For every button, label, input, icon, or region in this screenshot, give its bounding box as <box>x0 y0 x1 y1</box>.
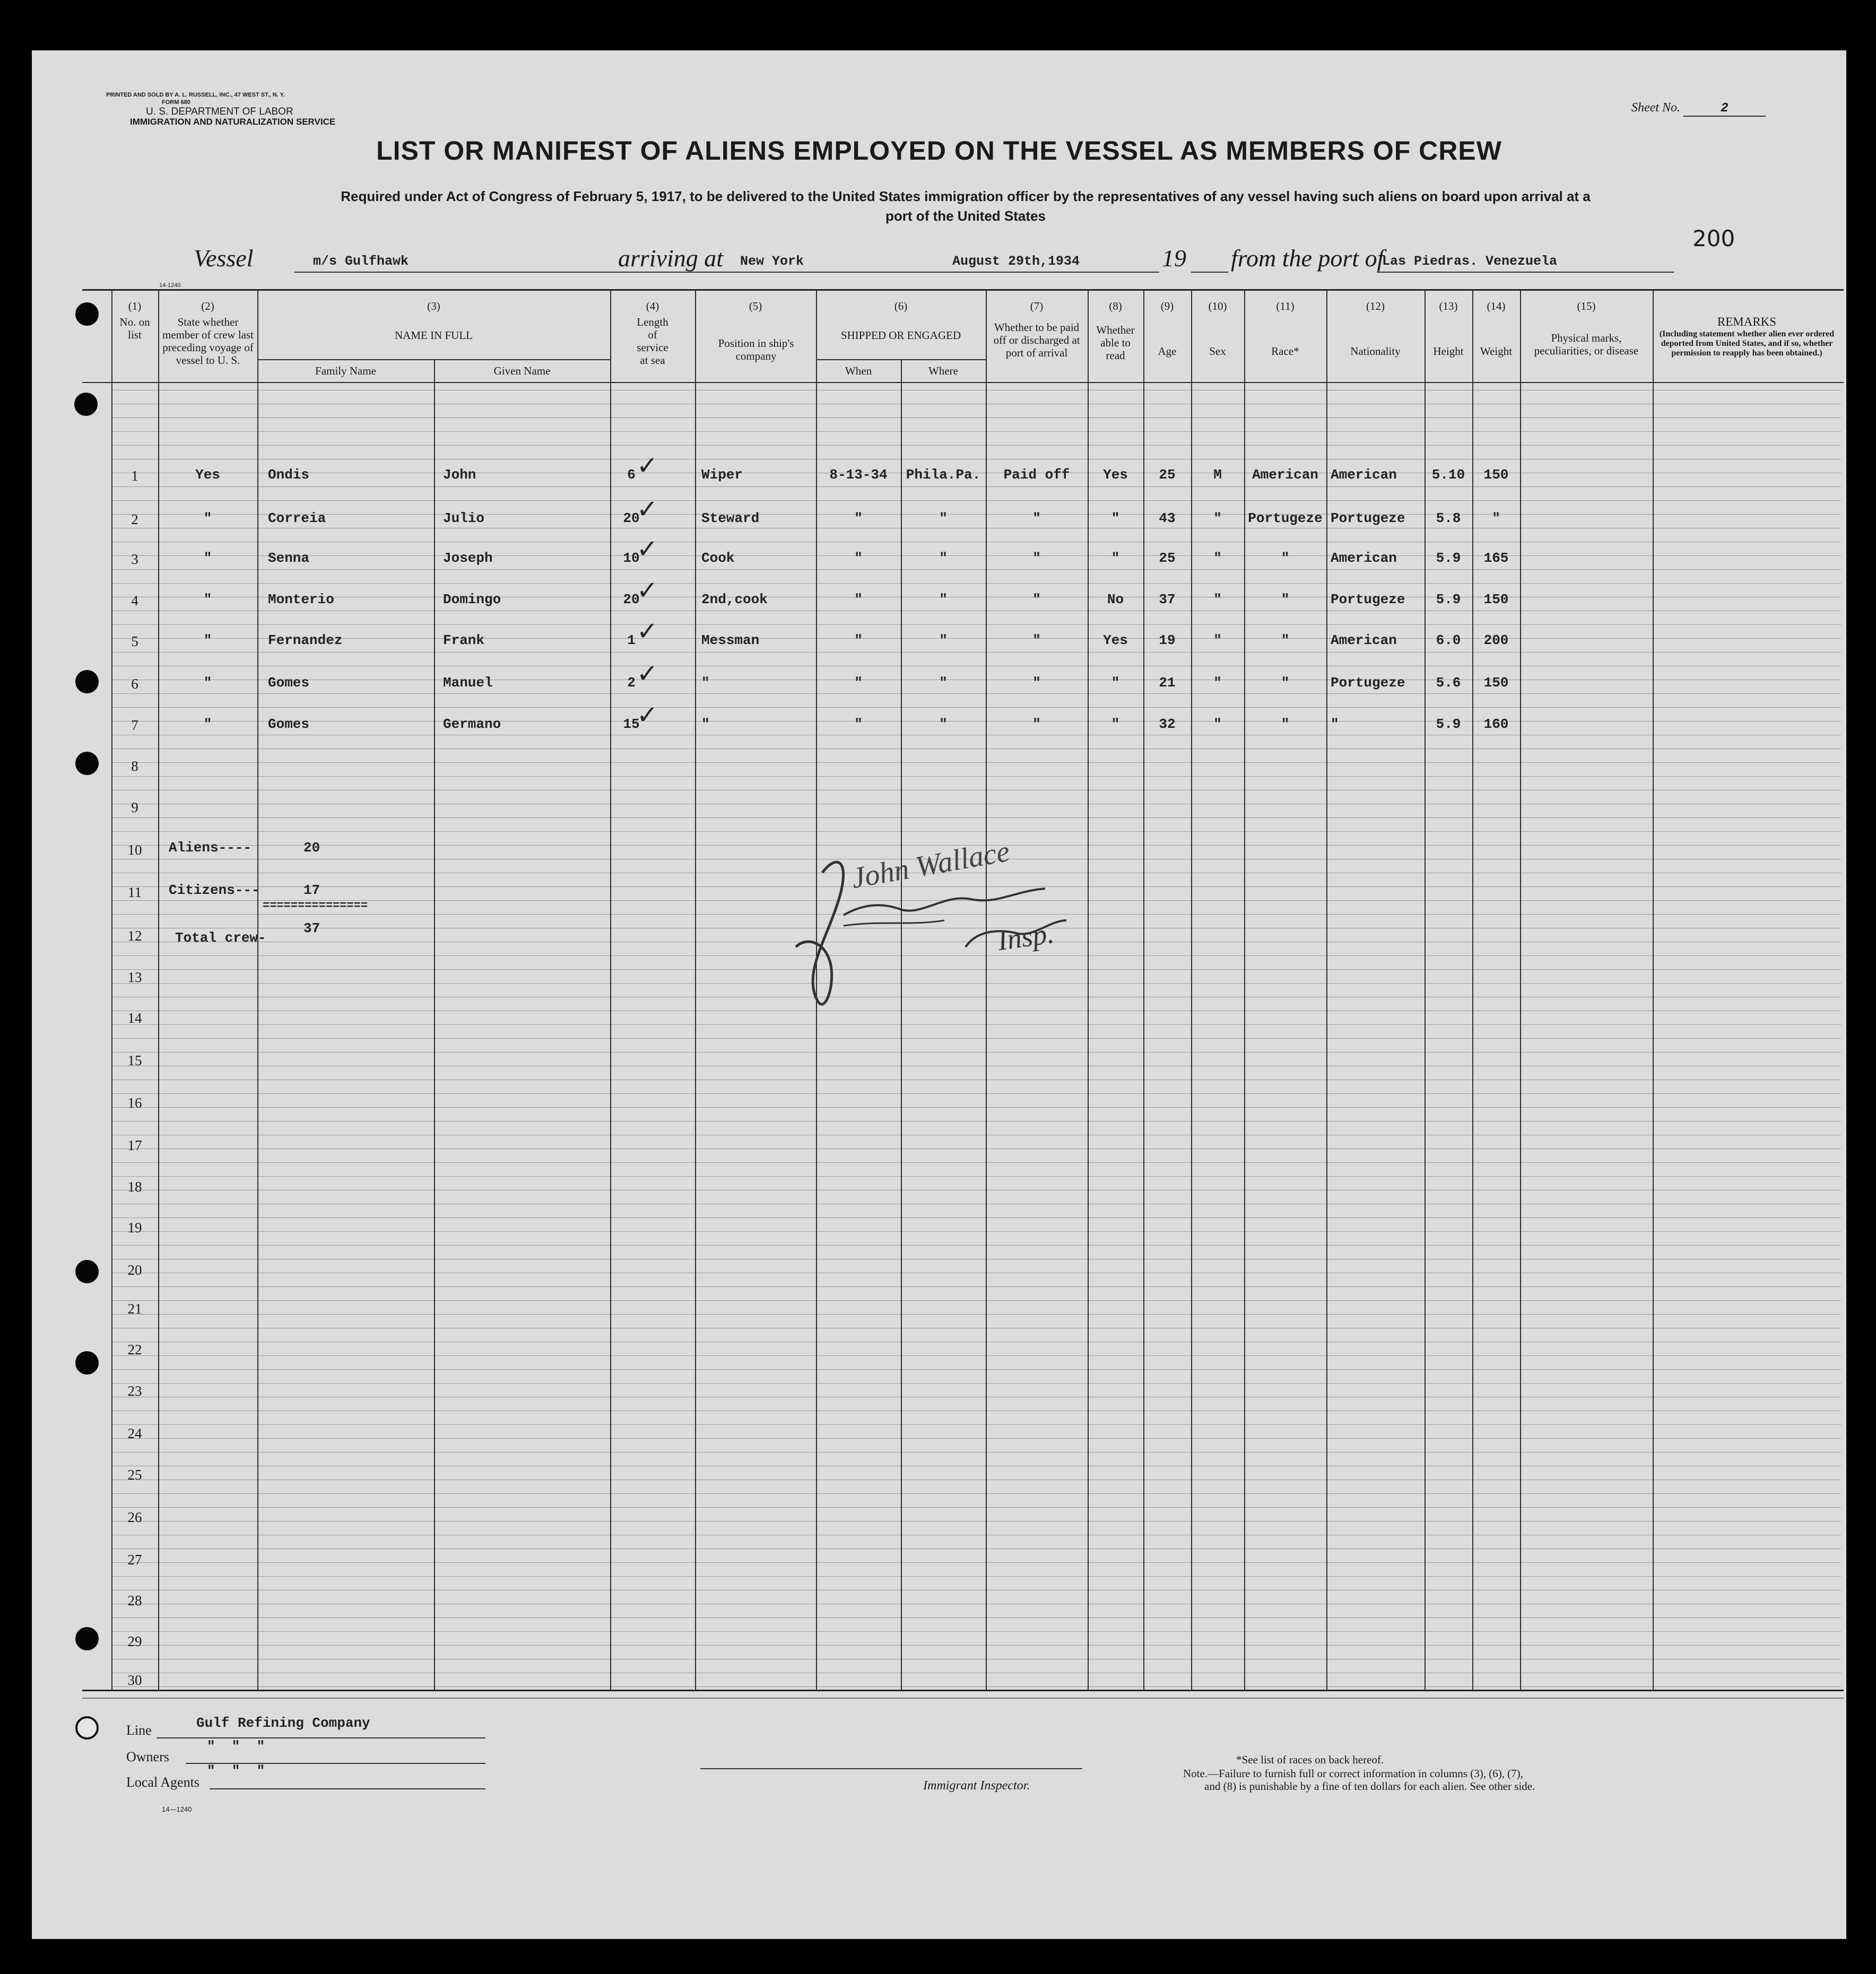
manifest-sheet: PRINTED AND SOLD BY A. L. RUSSELL, INC., 47 WEST ST., N. Y. FORM 680 U. S. DEPARTMENT OF LABOR IMMIGRATION AND NATURALIZATION SERVICE Sheet No. 2 LIST OR MANIFEST OF ALIENS EMPLOYED ON THE VESSEL AS MEMBERS OF CREW Required under Act of Congress of February 5, 1917, to be delivered to the United States immigration officer by the representatives of any vessel having such aliens on board upon arrival at a port of the United States 200 Vessel m/s Gulfhawk arriving at New York August 29th,1934 19 from the port of Las Piedras. Venezuela 14-1240 (1) No. on list (2) State whether member of crew last preceding voyage of vessel to U. S. (3) NAME IN FULL Family Name Given Name (4) Length of service at sea (5) Position in ship's company (6) SHIPPED OR ENGAGED When Where (7) Whether to be paid off or discharged at port of arrival (8) Whether able to read (9) Age (10) Sex (11) Race* (12) Nationality (13) Height (14) Weight (15) Physical marks, peculiarities, or disease REMARKS (Including statement whether alien ever ordered deported from United States, and if so, whether permission to reapply has been obtained.) 1 2 3 4 5 6 7 8 9 10 11 12 13 14 15 16 17 18 19 20 21 22 23 24 25 26 27 28 29 30 Yes Ondis John 6 Wiper 8-13-34 Phila.Pa. Paid off Yes 25 M American American 5.10 150 ✓ " Correia Julio 20 Steward " " " " 43 " Portugeze Portugeze 5.8 " ✓ " Senna Joseph 10 Cook " " " " 25 " " American 5.9 165 ✓ " Monterio Domingo 20 2nd,cook " " " No 37 " " Portugeze 5.9 150 ✓ " Fernandez Frank 1 Messman " " " Yes 19 " " American 6.0 200 ✓ " Gomes Manuel 2 " " " " " 21 " " Portugeze 5.6 150 ✓ " Gomes Germano 15 " " " " " 32 " " " 5.9 160 ✓ Aliens---- 20 Citizens--- 17 =============== Total crew- 37 John Wallace Insp. Line Gulf Refining Company Owners " " " Local Agents " " " 14—1240 Immigrant Inspector. *See list of races on back hereof. Note.—Failure to furnish full or correct information in columns (3), (6), (7), and (8) is punishable by a fine of ten dollars for each alien. See other side. <box>32 50 1846 1939</box>
cell-race: " <box>1281 716 1290 732</box>
cell-where: " <box>939 675 948 691</box>
penalty-note: Note.—Failure to furnish full or correct information in columns (3), (6), (7), <box>1183 1767 1523 1780</box>
cell-family: Fernandez <box>268 632 343 648</box>
cell-height: 5.10 <box>1431 467 1465 483</box>
cell-weight: 150 <box>1483 592 1509 607</box>
row-number: 29 <box>127 1633 142 1649</box>
cell-family: Gomes <box>268 716 310 732</box>
cell-where: Phila.Pa. <box>906 467 981 483</box>
cell-sex: " <box>1213 716 1222 732</box>
cell-race: Portugeze <box>1248 510 1323 526</box>
punch-hole <box>75 1716 99 1740</box>
cell-sex: M <box>1213 467 1222 483</box>
cell-paid: " <box>1032 550 1041 566</box>
aliens-count: 20 <box>303 840 320 856</box>
cell-weight: 150 <box>1483 467 1509 483</box>
row-number: 30 <box>127 1672 142 1688</box>
ruled-line <box>111 1452 1841 1453</box>
cell-service: 20 <box>623 592 640 607</box>
cell-position: " <box>701 716 710 732</box>
form-subtitle-2: port of the United States <box>885 208 1046 224</box>
cell-service: 6 <box>627 467 636 483</box>
ruled-line <box>111 1686 1841 1687</box>
header-no-on-list: No. on list <box>119 316 150 341</box>
row-number: 18 <box>127 1179 142 1195</box>
ruled-line <box>111 1300 1841 1301</box>
row-number: 24 <box>127 1425 142 1441</box>
cell-height: 6.0 <box>1436 632 1461 648</box>
cell-nationality: American <box>1331 467 1397 483</box>
cell-race: American <box>1252 467 1318 483</box>
ruled-line <box>111 1286 1841 1287</box>
cell-read: Yes <box>1103 632 1128 648</box>
cell-race: " <box>1281 632 1290 648</box>
cell-read: Yes <box>1103 467 1128 483</box>
punch-hole <box>75 1351 99 1375</box>
arrival-date: August 29th,1934 <box>952 254 1080 269</box>
cell-age: 19 <box>1159 632 1176 648</box>
cell-height: 5.6 <box>1436 675 1461 691</box>
header-length-of-service: Length of service at sea <box>637 316 668 367</box>
header-shipped-or-engaged: SHIPPED OR ENGAGED <box>840 329 961 342</box>
cell-family: Monterio <box>268 592 334 607</box>
ruled-line <box>111 624 1841 625</box>
form-number: FORM 680 <box>162 99 190 106</box>
cell-age: 37 <box>1159 592 1176 607</box>
aliens-label: Aliens---- <box>169 840 252 856</box>
checkmark-icon: ✓ <box>637 576 658 605</box>
row-number: 1 <box>131 468 138 484</box>
ruled-line <box>111 1052 1841 1053</box>
local-agents-value: " " " <box>207 1763 265 1779</box>
ruled-line <box>111 1245 1841 1246</box>
punch-hole <box>75 1627 99 1650</box>
ruled-line <box>111 583 1841 584</box>
row-number: 16 <box>127 1095 142 1111</box>
cell-when: " <box>854 716 863 732</box>
cell-when: " <box>854 632 863 648</box>
local-agents-label: Local Agents <box>126 1775 199 1790</box>
cell-position: 2nd,cook <box>701 592 768 607</box>
cell-service: 20 <box>623 510 640 526</box>
ruled-line <box>111 1562 1841 1563</box>
cell-race: " <box>1281 592 1290 607</box>
header-position: Position in ship's company <box>718 337 794 362</box>
cell-where: " <box>939 510 948 526</box>
cell-height: 5.9 <box>1436 716 1461 732</box>
department-name: U. S. DEPARTMENT OF LABOR <box>146 106 293 117</box>
row-number: 25 <box>127 1467 142 1483</box>
signature-name: John Wallace <box>849 834 1012 895</box>
ruled-line <box>111 693 1841 694</box>
ruled-line <box>111 776 1841 777</box>
cell-age: 25 <box>1159 550 1176 566</box>
cell-given: Joseph <box>443 550 493 566</box>
cell-age: 21 <box>1159 675 1176 691</box>
ruled-line <box>111 652 1841 653</box>
cell-prev: " <box>203 632 212 648</box>
summary-separator: =============== <box>263 899 368 912</box>
row-number: 27 <box>127 1552 142 1568</box>
cell-sex: " <box>1213 510 1222 526</box>
cell-where: " <box>939 632 948 648</box>
cell-prev: " <box>203 592 212 607</box>
cell-given: Julio <box>443 510 485 526</box>
cell-given: Domingo <box>443 592 501 607</box>
cell-when: " <box>854 675 863 691</box>
signature-title: Insp. <box>995 917 1056 957</box>
cell-position: Wiper <box>701 467 743 483</box>
cell-paid: Paid off <box>1003 467 1070 483</box>
cell-paid: " <box>1032 632 1041 648</box>
cell-race: " <box>1281 550 1290 566</box>
inspector-signature <box>775 834 1146 1042</box>
cell-position: Messman <box>701 632 760 648</box>
ruled-line <box>111 1355 1841 1356</box>
header-remarks-note: (Including statement whether alien ever ordered deported from United States, and if so, whether permission to reapply has been obtained.) <box>1659 329 1835 358</box>
sheet-number-label: Sheet No. 2 <box>1631 101 1766 117</box>
cell-height: 5.9 <box>1436 592 1461 607</box>
ruled-line <box>111 1576 1841 1577</box>
cell-service: 10 <box>623 550 640 566</box>
row-number: 21 <box>127 1301 142 1317</box>
cell-when: " <box>854 510 863 526</box>
form-code-top: 14-1240 <box>159 282 181 289</box>
punch-hole <box>75 752 99 775</box>
cell-prev: " <box>203 675 212 691</box>
line-value: Gulf Refining Company <box>196 1715 370 1731</box>
row-number: 26 <box>127 1509 142 1525</box>
cell-height: 5.8 <box>1436 510 1461 526</box>
checkmark-icon: ✓ <box>637 451 658 481</box>
checkmark-icon: ✓ <box>637 616 658 646</box>
cell-given: Manuel <box>443 675 493 691</box>
header-sex: Sex <box>1209 345 1226 358</box>
cell-paid: " <box>1032 592 1041 607</box>
header-paid-off: Whether to be paid off or discharged at port of arrival <box>993 321 1080 359</box>
vessel-label: Vessel <box>194 245 254 272</box>
cell-sex: " <box>1213 592 1222 607</box>
cell-weight: 165 <box>1483 550 1509 566</box>
cell-nationality: American <box>1331 632 1397 648</box>
cell-paid: " <box>1032 510 1041 526</box>
ruled-line <box>111 1424 1841 1425</box>
row-number: 20 <box>127 1262 142 1278</box>
header-given-name: Given Name <box>493 364 551 377</box>
cell-weight: " <box>1492 510 1500 526</box>
citizens-count: 17 <box>303 882 320 898</box>
cell-family: Senna <box>268 550 310 566</box>
cell-paid: " <box>1032 675 1041 691</box>
cell-read: " <box>1111 550 1120 566</box>
cell-nationality: Portugeze <box>1331 510 1405 526</box>
cell-read: " <box>1111 675 1120 691</box>
cell-height: 5.9 <box>1436 550 1461 566</box>
year-prefix: 19 <box>1162 245 1186 272</box>
row-number: 9 <box>131 799 138 815</box>
sheet-number: 2 <box>1683 101 1766 117</box>
ruled-line <box>111 831 1841 832</box>
form-code-bottom: 14—1240 <box>162 1805 192 1813</box>
header-able-to-read: Whether able to read <box>1096 324 1135 362</box>
cell-sex: " <box>1213 632 1222 648</box>
vessel-name: m/s Gulfhawk <box>313 254 409 269</box>
cell-when: " <box>854 592 863 607</box>
row-number: 17 <box>127 1137 142 1153</box>
checkmark-icon: ✓ <box>637 700 658 730</box>
cell-prev: " <box>203 510 212 526</box>
row-number: 3 <box>131 551 138 567</box>
punch-hole <box>75 1260 99 1283</box>
line-label: Line <box>126 1723 152 1738</box>
cell-prev: " <box>203 550 212 566</box>
ruled-line <box>111 486 1841 487</box>
header-nationality: Nationality <box>1350 345 1401 358</box>
ruled-line <box>111 1231 1841 1232</box>
cell-family: Correia <box>268 510 326 526</box>
header-name-in-full: NAME IN FULL <box>395 329 473 342</box>
checkmark-icon: ✓ <box>637 659 658 689</box>
ruled-line <box>111 500 1841 501</box>
punch-hole <box>74 393 98 416</box>
cell-prev: Yes <box>195 467 220 483</box>
punch-hole <box>75 670 99 693</box>
cell-when: 8-13-34 <box>829 467 888 483</box>
cell-where: " <box>939 550 948 566</box>
cell-weight: 150 <box>1483 675 1509 691</box>
cell-given: Frank <box>443 632 485 648</box>
header-previous-voyage: State whether member of crew last preceding voyage of vessel to U. S. <box>162 316 254 367</box>
cell-age: 43 <box>1159 510 1176 526</box>
races-note: *See list of races on back hereof. <box>1236 1753 1384 1766</box>
cell-position: Steward <box>701 510 760 526</box>
row-number: 2 <box>131 511 138 527</box>
margin-number: 200 <box>1692 225 1735 251</box>
cell-read: " <box>1111 716 1120 732</box>
ruled-line <box>111 1314 1841 1315</box>
penalty-note-2: and (8) is punishable by a fine of ten dollars for each alien. See other side. <box>1204 1780 1535 1793</box>
owners-value: " " " <box>207 1738 265 1754</box>
ruled-line <box>111 1631 1841 1632</box>
row-number: 28 <box>127 1593 142 1608</box>
cell-nationality: " <box>1331 716 1339 732</box>
header-family-name: Family Name <box>315 364 376 377</box>
row-number: 23 <box>127 1383 142 1399</box>
vessel-line <box>194 244 1679 281</box>
row-number: 15 <box>127 1053 142 1068</box>
checkmark-icon: ✓ <box>637 534 658 564</box>
ruled-line <box>111 1645 1841 1646</box>
cell-weight: 200 <box>1483 632 1509 648</box>
header-where: Where <box>928 364 958 377</box>
arriving-label: arriving at <box>618 245 724 272</box>
row-number: 11 <box>128 884 142 900</box>
owners-label: Owners <box>126 1749 169 1764</box>
cell-service: 1 <box>627 632 636 648</box>
cell-position: Cook <box>701 550 735 566</box>
header-race: Race* <box>1271 345 1299 358</box>
row-number: 19 <box>127 1220 142 1236</box>
form-subtitle: Required under Act of Congress of February 5, 1917, to be delivered to the United States immigration officer by the representatives of any vessel having such aliens on board upon arrival at a <box>341 188 1591 204</box>
header-remarks: REMARKS <box>1717 315 1777 328</box>
ruled-line <box>111 1162 1841 1163</box>
ruled-line <box>111 1369 1841 1370</box>
ruled-line <box>111 1176 1841 1177</box>
cell-family: Gomes <box>268 675 310 691</box>
cell-sex: " <box>1213 550 1222 566</box>
ruled-line <box>111 1107 1841 1108</box>
cell-nationality: Portugeze <box>1331 592 1405 607</box>
checkmark-icon: ✓ <box>637 494 658 524</box>
cell-weight: 160 <box>1483 716 1509 732</box>
header-physical-marks: Physical marks, peculiarities, or disease <box>1534 332 1639 357</box>
header-height: Height <box>1433 345 1464 358</box>
row-number: 12 <box>127 928 142 944</box>
printer-line: PRINTED AND SOLD BY A. L. RUSSELL, INC., 47 WEST ST., N. Y. <box>106 92 285 98</box>
arrival-port: New York <box>740 254 804 269</box>
cell-race: " <box>1281 675 1290 691</box>
cell-paid: " <box>1032 716 1041 732</box>
row-number: 6 <box>131 676 138 692</box>
cell-service: 2 <box>627 675 636 691</box>
ruled-line <box>111 1507 1841 1508</box>
cell-age: 32 <box>1159 716 1176 732</box>
row-number: 10 <box>127 842 142 858</box>
cell-age: 25 <box>1159 467 1176 483</box>
cell-family: Ondis <box>268 467 310 483</box>
ruled-line <box>111 707 1841 708</box>
cell-where: " <box>939 592 948 607</box>
ruled-line <box>111 762 1841 763</box>
cell-service: 15 <box>623 716 640 732</box>
cell-given: Germano <box>443 716 501 732</box>
header-weight: Weight <box>1480 345 1513 358</box>
ruled-line <box>111 569 1841 570</box>
cell-nationality: American <box>1331 550 1397 566</box>
row-number: 4 <box>131 593 138 608</box>
citizens-label: Citizens--- <box>169 882 260 898</box>
total-crew-count: 37 <box>303 920 320 936</box>
header-age: Age <box>1158 345 1177 358</box>
ruled-line <box>111 431 1841 432</box>
cell-where: " <box>939 716 948 732</box>
cell-sex: " <box>1213 675 1222 691</box>
cell-when: " <box>854 550 863 566</box>
form-title: LIST OR MANIFEST OF ALIENS EMPLOYED ON THE VESSEL AS MEMBERS OF CREW <box>376 136 1502 166</box>
header-when: When <box>845 364 872 377</box>
row-number: 13 <box>127 969 142 985</box>
cell-read: No <box>1107 592 1124 607</box>
punch-hole <box>75 302 99 326</box>
ruled-line <box>111 1438 1841 1439</box>
total-crew-label: Total crew- <box>175 930 266 946</box>
cell-prev: " <box>203 716 212 732</box>
ruled-line <box>111 1493 1841 1494</box>
row-number: 14 <box>127 1010 142 1026</box>
row-number: 7 <box>131 717 138 733</box>
ruled-line <box>111 445 1841 446</box>
from-port-label: from the port of <box>1231 245 1384 272</box>
departure-port: Las Piedras. Venezuela <box>1382 254 1558 269</box>
row-number: 5 <box>131 633 138 649</box>
service-name: IMMIGRATION AND NATURALIZATION SERVICE <box>130 117 336 127</box>
cell-given: John <box>443 467 476 483</box>
cell-position: " <box>701 675 710 691</box>
ruled-line <box>111 1383 1841 1384</box>
cell-read: " <box>1111 510 1120 526</box>
immigrant-inspector-label: Immigrant Inspector. <box>923 1779 1030 1793</box>
row-number: 22 <box>127 1342 142 1358</box>
row-number: 8 <box>131 758 138 774</box>
ruled-line <box>111 1093 1841 1094</box>
cell-nationality: Portugeze <box>1331 675 1405 691</box>
